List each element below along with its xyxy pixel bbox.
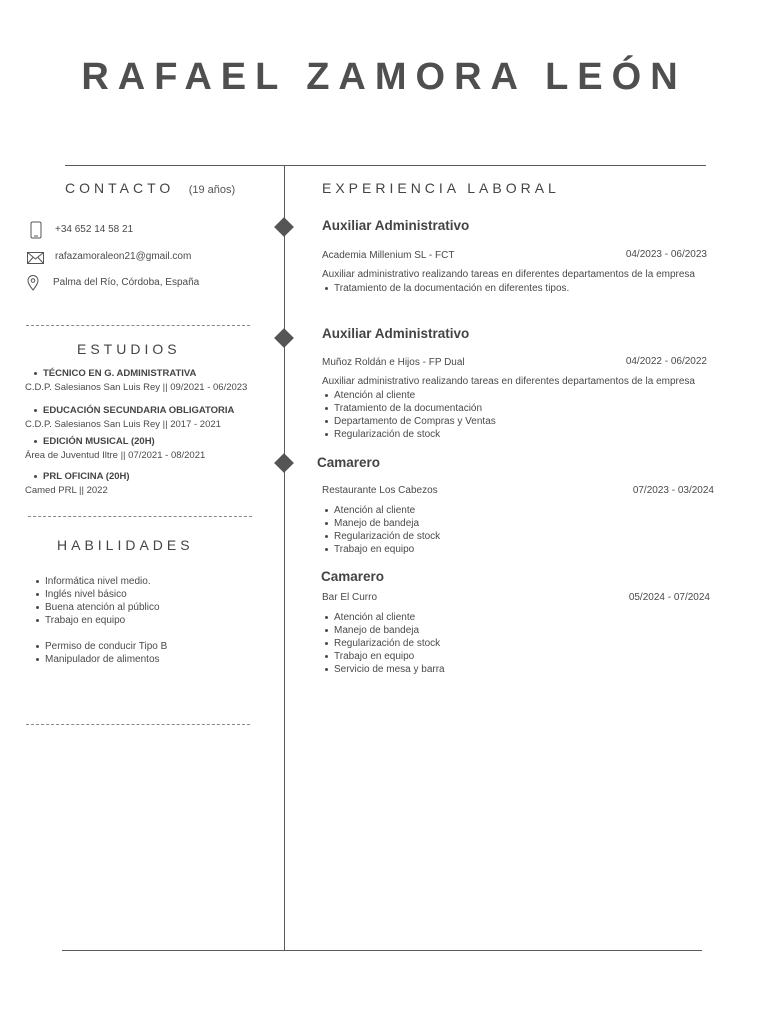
skill-item: Trabajo en equipo <box>45 614 263 627</box>
skill-item: Informática nivel medio. <box>45 575 263 588</box>
job-bullet: Manejo de bandeja <box>334 624 722 637</box>
education-item-title: TÉCNICO EN G. ADMINISTRATIVA <box>43 367 280 380</box>
job-company: Academia Millenium SL - FCT <box>322 250 455 261</box>
job-bullet: Regularización de stock <box>334 530 722 543</box>
candidate-name: RAFAEL ZAMORA LEÓN <box>81 56 687 98</box>
location-text: Palma del Río, Córdoba, España <box>53 277 200 288</box>
education-title: ESTUDIOS <box>77 341 181 357</box>
education-item-title: EDICIÓN MUSICAL (20H) <box>43 435 280 448</box>
skills-list-2 <box>33 640 263 666</box>
job-title: Camarero <box>321 569 385 584</box>
job-title: Auxiliar Administrativo <box>322 326 470 341</box>
education-item <box>25 367 280 393</box>
job-bullets <box>322 282 722 295</box>
job-bullet: Trabajo en equipo <box>334 650 722 663</box>
education-item-detail: Camed PRL || 2022 <box>25 485 108 496</box>
bottom-divider <box>62 950 702 951</box>
job-bullet: Regularización de stock <box>334 637 722 650</box>
education-item <box>25 404 280 430</box>
skill-item: Inglés nivel básico <box>45 588 263 601</box>
center-divider <box>284 165 285 951</box>
job-bullet: Tratamiento de la documentación <box>334 402 722 415</box>
skill-item: Permiso de conducir Tipo B <box>45 640 263 653</box>
job-dates: 04/2022 - 06/2022 <box>625 356 707 367</box>
education-item-detail: Área de Juventud Iltre || 07/2021 - 08/2021 <box>25 450 206 461</box>
job-dates: 07/2023 - 03/2024 <box>632 485 714 496</box>
timeline-diamond-1 <box>274 217 294 237</box>
job-description: Auxiliar administrativo realizando tareas en diferentes departamentos de la empresa <box>322 376 695 387</box>
skill-item: Buena atención al público <box>45 601 263 614</box>
phone-icon <box>30 221 42 244</box>
skills-list-1 <box>33 575 263 627</box>
job-bullet: Manejo de bandeja <box>334 517 722 530</box>
job-dates: 04/2023 - 06/2023 <box>625 249 707 260</box>
job-description: Auxiliar administrativo realizando tareas en diferentes departamentos de la empresa <box>322 269 695 280</box>
top-divider <box>65 165 706 166</box>
job-company: Muñoz Roldán e Hijos - FP Dual <box>322 357 465 368</box>
contact-separator <box>26 325 250 326</box>
job-company: Bar El Curro <box>322 592 378 603</box>
contact-title: CONTACTO <box>65 180 175 196</box>
education-item-detail: C.D.P. Salesianos San Luis Rey || 2017 - 2021 <box>25 419 221 430</box>
education-item-title: EDUCACIÓN SECUNDARIA OBLIGATORIA <box>43 404 280 417</box>
email-icon <box>27 251 44 269</box>
education-item-title: PRL OFICINA (20H) <box>43 470 280 483</box>
email-address: rafazamoraleon21@gmail.com <box>55 251 192 262</box>
skill-item: Manipulador de alimentos <box>45 653 263 666</box>
job-bullets <box>322 504 722 556</box>
location-pin-icon <box>27 275 39 296</box>
education-separator <box>28 516 252 517</box>
job-dates: 05/2024 - 07/2024 <box>628 592 710 603</box>
job-bullets <box>322 389 722 441</box>
age-label: (19 años) <box>188 184 236 196</box>
job-company: Restaurante Los Cabezos <box>322 485 438 496</box>
job-bullet: Atención al cliente <box>334 611 722 624</box>
education-item <box>25 435 280 461</box>
job-bullet: Atención al cliente <box>334 504 722 517</box>
education-item <box>25 470 280 496</box>
experience-title: EXPERIENCIA LABORAL <box>322 180 560 196</box>
job-bullet: Tratamiento de la documentación en diferentes tipos. <box>334 282 722 295</box>
skills-title: HABILIDADES <box>57 537 194 553</box>
job-title: Auxiliar Administrativo <box>322 218 470 233</box>
phone-number: +34 652 14 58 21 <box>55 224 134 235</box>
job-bullet: Atención al cliente <box>334 389 722 402</box>
timeline-diamond-2 <box>274 328 294 348</box>
contact-header <box>65 180 275 198</box>
job-bullet: Regularización de stock <box>334 428 722 441</box>
job-title: Camarero <box>317 455 381 470</box>
job-bullets <box>322 611 722 676</box>
job-bullet: Trabajo en equipo <box>334 543 722 556</box>
education-item-detail: C.D.P. Salesianos San Luis Rey || 09/2021 - 06/2023 <box>25 382 248 393</box>
skills-separator <box>26 724 250 725</box>
job-bullet: Servicio de mesa y barra <box>334 663 722 676</box>
job-bullet: Departamento de Compras y Ventas <box>334 415 722 428</box>
